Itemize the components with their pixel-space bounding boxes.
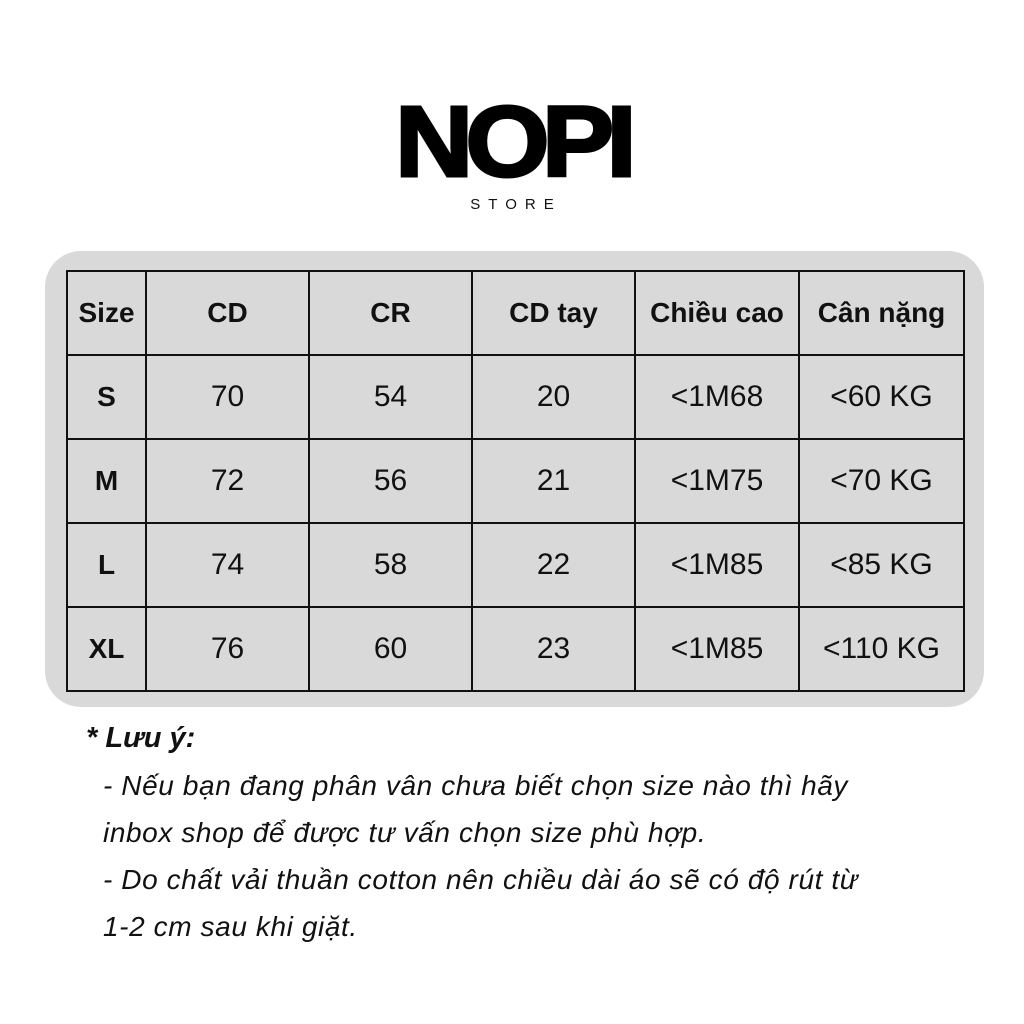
cell-cd-tay: 20 [472,355,635,439]
cell-can-nang: <110 KG [799,607,964,691]
cell-cd: 70 [146,355,309,439]
cell-chieu-cao: <1M75 [635,439,799,523]
header-chieu-cao: Chiều cao [635,271,799,355]
cell-can-nang: <85 KG [799,523,964,607]
table-header-row [67,271,964,355]
cell-can-nang: <70 KG [799,439,964,523]
brand-logo [0,86,1024,213]
brand-name: NOPI [395,86,629,198]
cell-cr: 58 [309,523,472,607]
table-row [67,355,964,439]
cell-cd: 72 [146,439,309,523]
cell-size: S [67,355,146,439]
note-section [86,716,966,950]
note-line: - Do chất vải thuần cotton nên chiều dài áo sẽ có độ rút từ [103,864,859,895]
cell-cd-tay: 22 [472,523,635,607]
cell-cr: 54 [309,355,472,439]
cell-can-nang: <60 KG [799,355,964,439]
note-line: 1-2 cm sau khi giặt. [103,911,358,942]
header-size: Size [67,271,146,355]
cell-size: L [67,523,146,607]
header-cd-tay: CD tay [472,271,635,355]
header-cd: CD [146,271,309,355]
cell-size: XL [67,607,146,691]
note-line: - Nếu bạn đang phân vân chưa biết chọn size nào thì hãy [103,770,849,801]
cell-cr: 56 [309,439,472,523]
note-title: * Lưu ý: [86,722,196,754]
header-can-nang: Cân nặng [799,271,964,355]
cell-chieu-cao: <1M85 [635,607,799,691]
brand-subtitle: STORE [470,196,562,213]
table-row [67,439,964,523]
size-chart-table [66,270,965,692]
table-row [67,607,964,691]
cell-cd-tay: 23 [472,607,635,691]
cell-cr: 60 [309,607,472,691]
cell-size: M [67,439,146,523]
cell-chieu-cao: <1M68 [635,355,799,439]
note-line: inbox shop để được tư vấn chọn size phù hợp. [103,817,707,848]
cell-cd: 76 [146,607,309,691]
cell-chieu-cao: <1M85 [635,523,799,607]
header-cr: CR [309,271,472,355]
cell-cd-tay: 21 [472,439,635,523]
cell-cd: 74 [146,523,309,607]
table-row [67,523,964,607]
